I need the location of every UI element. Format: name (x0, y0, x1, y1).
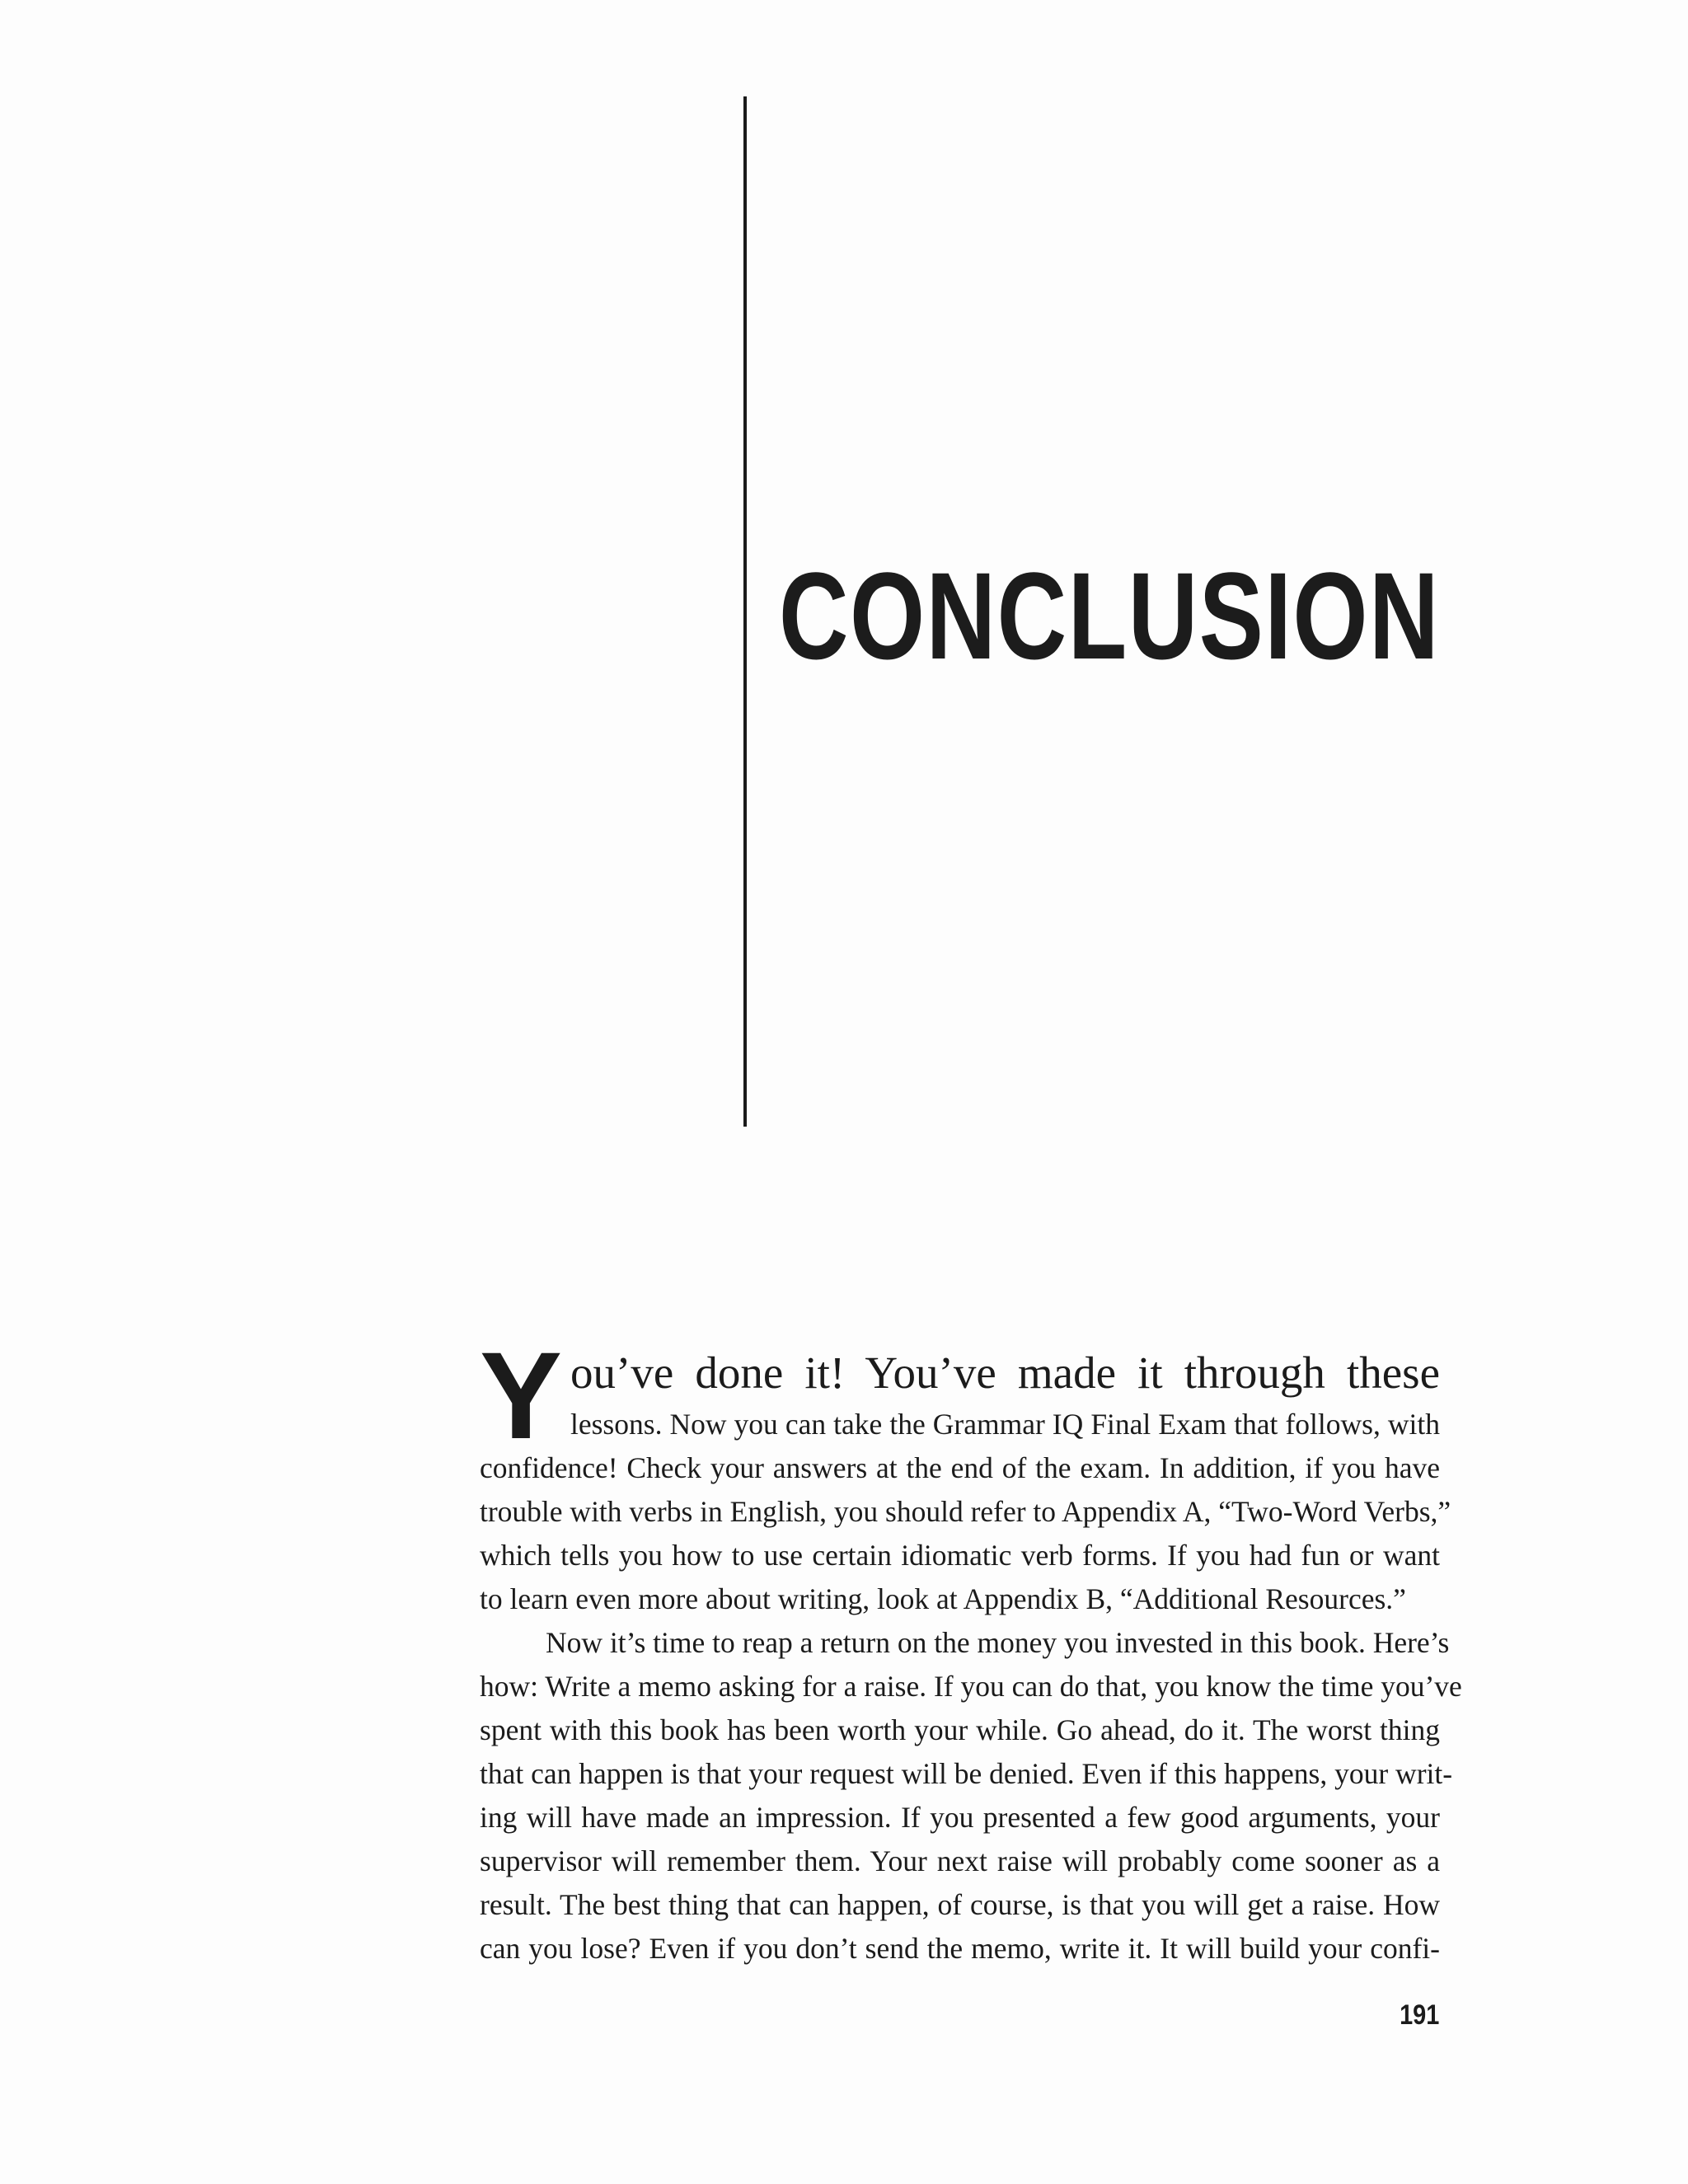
chapter-title: CONCLUSION (779, 546, 1441, 685)
body-line: supervisor will remember them. Your next raise will probably come sooner as a (480, 1844, 1440, 1877)
vertical-rule (743, 96, 747, 1127)
body-line: to learn even more about writing, look at Appendix B, “Additional Resources.” (480, 1582, 1406, 1615)
drop-cap: Y (480, 1326, 563, 1465)
body-text (480, 1326, 1462, 1971)
body-line: which tells you how to use certain idiomatic verb forms. If you had fun or want (480, 1539, 1440, 1572)
page-number: 191 (1400, 1999, 1440, 2031)
body-line: can you lose? Even if you don’t send the memo, write it. It will build your confi- (480, 1932, 1440, 1965)
body-line: confidence! Check your answers at the end of the exam. In addition, if you have (480, 1451, 1440, 1484)
body-line: Now it’s time to reap a return on the money you invested in this book. Here’s (546, 1626, 1450, 1659)
body-line: ing will have made an impression. If you presented a few good arguments, your (480, 1801, 1440, 1834)
body-line: how: Write a memo asking for a raise. If you can do that, you know the time you’ve (480, 1670, 1462, 1703)
body-line: ou’ve done it! You’ve made it through these (570, 1347, 1440, 1398)
body-line: spent with this book has been worth your while. Go ahead, do it. The worst thing (480, 1713, 1440, 1746)
body-line: trouble with verbs in English, you should refer to Appendix A, “Two-Word Verbs,” (480, 1495, 1451, 1528)
body-line: that can happen is that your request will be denied. Even if this happens, your writ- (480, 1757, 1453, 1790)
body-line: result. The best thing that can happen, of course, is that you will get a raise. How (480, 1888, 1440, 1921)
body-line: lessons. Now you can take the Grammar IQ Final Exam that follows, with (570, 1408, 1440, 1441)
